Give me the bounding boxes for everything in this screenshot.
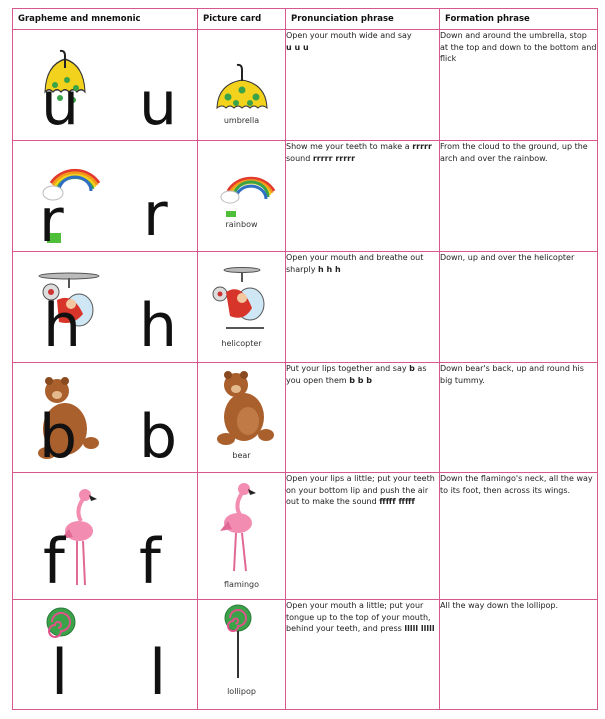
pron-text: as you open them [286,364,427,385]
picture-label-f: flamingo [224,580,259,589]
rainbow-icon [13,141,198,252]
formation-cell-f: Down the flamingo's neck, all the way to its foot, then across its wings. [440,473,598,600]
grapheme-cell-u [13,30,198,141]
pron-bold: rrrrr rrrrr [312,153,356,163]
lollipop-icon [13,600,198,710]
mnemonic-letter-u: u [41,69,80,139]
lollipop-picture-icon [198,600,286,685]
table-row-h [13,252,598,363]
formation-cell-u: Down and around the umbrella, stop at the top and down to the bottom and flick [440,30,598,141]
grapheme-cell-h [13,252,198,363]
flamingo-icon [13,473,198,600]
header-row [13,9,598,30]
formation-cell-r: From the cloud to the ground, up the arch and over the rainbow. [440,141,598,252]
grapheme-letter-u: u [139,69,178,139]
pronunciation-cell-h [286,252,440,363]
grapheme-letter-b: b [139,402,178,472]
pron-text: Show me your teeth to make a [286,142,413,151]
mnemonic-letter-l: l [51,636,69,709]
table-row-b [13,363,598,473]
pronunciation-cell-u [286,30,440,141]
phonics-table [12,8,598,710]
pron-bold: b [409,364,415,373]
pronunciation-cell-f [286,473,440,600]
grapheme-letter-f: f [139,525,161,598]
grapheme-cell-l [13,600,198,710]
pron-bold: u u u [286,42,309,52]
flamingo-picture-icon [198,473,286,578]
header-pronunciation: Pronunciation phrase [286,9,440,30]
pron-bold: b b b [349,375,372,385]
header-picture: Picture card [198,9,286,30]
pron-text: Open your mouth wide and say [286,31,412,40]
helicopter-icon [13,252,198,363]
picture-label-h: helicopter [221,339,262,348]
grapheme-cell-b [13,363,198,473]
grapheme-letter-h: h [139,291,178,361]
bear-icon [13,363,198,473]
grapheme-cell-r [13,141,198,252]
picture-cell-r [198,141,286,252]
pron-text: sound [286,153,313,163]
mnemonic-letter-r: r [39,186,64,252]
mnemonic-letter-b: b [39,402,78,472]
pron-bold: h h h [318,264,341,274]
header-grapheme: Grapheme and mnemonic [13,9,198,30]
formation-cell-b: Down bear's back, up and round his big tummy. [440,363,598,473]
pronunciation-cell-l [286,600,440,710]
umbrella-picture-icon [198,30,286,130]
header-formation: Formation phrase [440,9,598,30]
formation-cell-l: All the way down the lollipop. [440,600,598,710]
picture-cell-b [198,363,286,473]
picture-cell-f [198,473,286,600]
picture-cell-u [198,30,286,141]
pron-bold: fffff fffff [379,497,415,506]
pronunciation-cell-b [286,363,440,473]
grapheme-letter-r: r [143,180,168,250]
grapheme-cell-f [13,473,198,600]
helicopter-picture-icon [198,252,286,342]
formation-cell-h: Down, up and over the helicopter [440,252,598,363]
umbrella-icon [13,30,198,141]
pron-text: Open your mouth and breathe out sharply [286,253,424,274]
pron-text: Put your lips together and say [286,364,410,373]
pron-bold: rrrrr [412,142,432,151]
grapheme-letter-l: l [149,636,167,709]
picture-label-r: rainbow [225,220,258,229]
bear-picture-icon [198,363,286,448]
table-row-u [13,30,598,141]
table-row-f [13,473,598,600]
pron-text: Open your mouth a little; put your tongue up to the top of your mouth, behind your teeth, and press [286,601,431,633]
picture-label-l: lollipop [227,687,256,696]
table-row-r [13,141,598,252]
picture-label-b: bear [232,451,251,460]
picture-cell-h [198,252,286,363]
picture-label-u: umbrella [223,116,260,125]
table-row-l [13,600,598,710]
pron-text: Open your lips a little; put your teeth on your bottom lip and push the air out to make the sound [286,474,435,506]
mnemonic-letter-h: h [43,291,82,361]
picture-cell-l [198,600,286,710]
rainbow-picture-icon [198,141,286,221]
pron-bold: lllll lllll [404,624,435,633]
pronunciation-cell-r [286,141,440,252]
mnemonic-letter-f: f [43,525,65,598]
